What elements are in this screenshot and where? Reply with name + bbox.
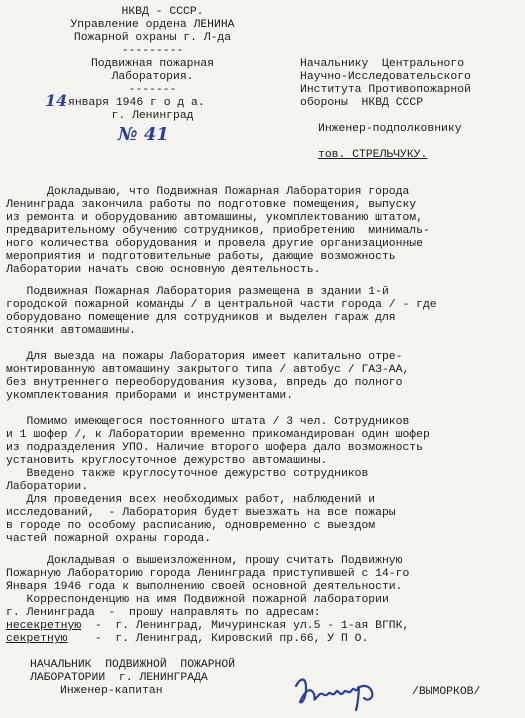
body-line: городской пожарной команды / в центральной части города / - где [6,299,437,311]
body-line: и 1 шофер /, к Лаборатории временно прикомандирован один шофер [6,429,430,441]
body-line: установить круглосуточное дежурство автомашины. [6,455,328,467]
body-line: Ленинграда закончила работы по подготовке помещения, выпуску [6,199,417,211]
header-separator-2: ------- [128,84,177,96]
body-line: Корреспонденцию на имя Подвижной пожарной лаборатории [6,594,389,606]
date-day-handwritten: 14 [45,91,68,110]
address-secret-label: секретную [6,633,68,645]
signature-rank: Инженер-капитан [60,685,163,697]
signature-title-1: НАЧАЛЬНИК ПОДВИЖНОЙ ПОЖАРНОЙ [30,659,236,671]
body-line: мероприятия и подготовительные работы, дающие возможность [6,251,396,263]
signature-title-2: ЛАБОРАТОРИИ г. ЛЕНИНГРАДА [30,672,208,684]
header-fire-service: Пожарной охраны г. Л-да [73,32,232,44]
body-line: укомплектования приборами и инструментами. [6,390,294,402]
body-line: Подвижная Пожарная Лаборатория размещена в здании 1-й [6,286,389,298]
header-ministry: НКВД - СССР. [121,6,204,18]
body-line: исследований, - Лаборатория будет выезжать на все пожары [6,507,396,519]
body-line: оборудовано помещение для сотрудников и выделен гараж для [6,312,396,324]
address-unclassified [6,620,409,633]
addressee-rank: Инженер-подполковнику [318,123,462,135]
body-line: в городе по особому расписанию, одновременно с выездом [6,520,376,532]
address-secret-text: - г. Ленинград, Кировский пр.66, У П О. [67,633,369,645]
body-line: стоянки автомашины. [6,325,136,337]
handwritten-signature [292,668,384,714]
header-department: Управление ордена ЛЕНИНА [70,19,235,31]
header-city: г. Ленинград [111,110,194,122]
signatory-name: /ВЫМОРКОВ/ [412,686,481,698]
body-line: Докладываю, что Подвижная Пожарная Лаборатория города [6,186,410,198]
header-lab-name-2: Лаборатория. [111,71,194,83]
body-line: Введено также круглосуточное дежурство сотрудников [6,468,369,480]
body-line: Помимо имеющегося постоянного штата / 3 чел. Сотрудников [6,416,410,428]
body-line: Докладывая о вышеизложенном, прошу считать Подвижную [6,555,403,567]
addressee-line-3: Института Противопожарной [300,84,471,96]
body-line: предварительному обучению сотрудников, приобретению минималь- [6,225,430,237]
body-line: Января 1946 года к выполнению своей основной деятельности. [6,581,403,593]
addressee-line-2: Научно-Исследовательского [300,71,471,83]
address-secret [6,633,368,646]
header-separator-1: --------- [121,45,184,57]
body-line: г. Ленинграда - прошу направлять по адресам: [6,607,321,619]
header-lab-name: Подвижная пожарная [90,58,215,70]
addressee-name: тов. СТРЕЛЬЧУКУ. [318,149,428,161]
document-number-handwritten: № 41 [118,124,169,145]
body-line: Для проведения всех необходимых работ, наблюдений и [6,494,376,506]
body-line: Для выезда на пожары Лаборатория имеет капитально отре- [6,351,403,363]
date-text: января 1946 г о д а. [68,97,205,109]
address-unclassified-label: несекретную [6,620,82,632]
body-line: из подразделения УПО. Наличие второго шофера дало возможность [6,442,423,454]
addressee-line-4: обороны НКВД СССР [300,97,424,109]
body-line: Пожарную Лабораторию города Ленинграда приступившей с 14-го [6,568,410,580]
body-line: ного количества оборудования и провела другие организационные [6,238,423,250]
body-line: монтированную автомашину закрытого типа / автобус / ГАЗ-АА, [6,364,410,376]
body-line: Лаборатории начать свою основную деятельность. [6,264,321,276]
body-line: из ремонта и оборудованию автомашины, укомплектованию штатом, [6,212,423,224]
addressee-line-1: Начальнику Центрального [300,58,465,70]
body-line: без внутреннего переоборудования кузова, впредь до полного [6,377,403,389]
address-unclassified-text: - г. Ленинград, Мичуринская ул.5 - 1-ая ВГПК, [81,620,410,632]
body-line: частей пожарной охраны города. [6,533,212,545]
body-line: Лаборатории. [6,481,89,493]
